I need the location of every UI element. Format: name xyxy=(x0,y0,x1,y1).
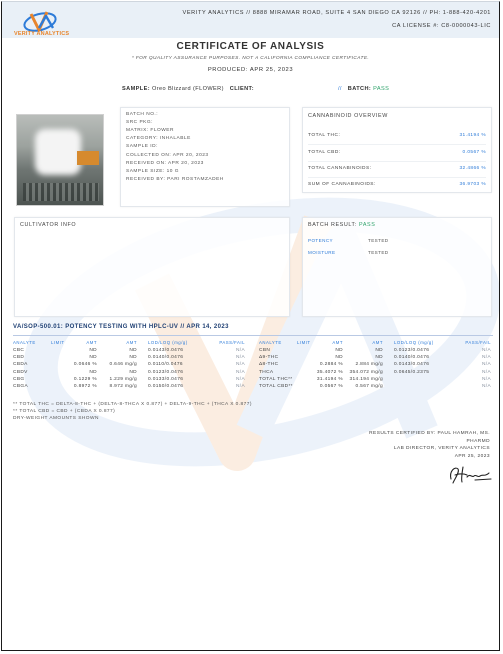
table-cell: N/A xyxy=(481,348,491,353)
column-header: LOD/LOQ (mg/g) xyxy=(394,340,434,345)
table-cell: 31.4194 % xyxy=(316,376,343,382)
column-header: ANALYTE xyxy=(259,340,282,345)
note-dry-weight: DRY-WEIGHT AMOUNTS SHOWN xyxy=(13,416,99,421)
column-header: PASS/FAIL xyxy=(465,340,491,345)
table-cell: 0.0123/0.0476 xyxy=(148,369,184,375)
cultivator-heading: CULTIVATOR INFO xyxy=(20,222,77,228)
total-cannabinoids-value: 32.4866 % xyxy=(459,166,486,171)
analyte-name: CBN xyxy=(259,348,271,353)
table-cell: 0.1229 % xyxy=(73,376,97,382)
matrix: MATRIX: FLOWER xyxy=(126,128,174,133)
analyte-name: CBG xyxy=(13,376,25,382)
table-cell: 0.0143/0.0476 xyxy=(394,362,430,368)
signature xyxy=(445,463,493,485)
lab-address: VERITY ANALYTICS // 8888 MIRAMAR ROAD, SUITE 4 SAN DIEGO CA 92126 // PH: 1-888-420-4201 xyxy=(182,10,491,16)
received-on: RECEIVED ON: APR 20, 2023 xyxy=(126,161,204,166)
analyte-name: TOTAL CBD** xyxy=(259,384,293,389)
total-thc-value: 31.4194 % xyxy=(459,133,486,138)
certified-by: RESULTS CERTIFIED BY: PAUL HAMRAH, MS. xyxy=(369,431,490,436)
client-label: CLIENT: xyxy=(229,86,254,92)
sample-summary-line xyxy=(122,86,389,92)
table-cell: ND xyxy=(375,348,383,353)
table-cell: ND xyxy=(129,348,137,353)
table-cell: 354.072 mg/g xyxy=(349,369,383,375)
table-cell: 0.0110/0.0476 xyxy=(148,362,183,368)
batch-status: PASS xyxy=(373,86,390,92)
table-cell: ND xyxy=(89,348,97,353)
batch-label: BATCH: xyxy=(347,86,372,92)
table-cell: N/A xyxy=(481,355,491,361)
table-cell: N/A xyxy=(235,376,245,382)
analyte-name: CBGA xyxy=(13,384,28,389)
cannabinoid-overview-heading: CANNABINOID OVERVIEW xyxy=(308,113,388,119)
table-cell: N/A xyxy=(235,348,245,353)
total-thc-label: TOTAL THC: xyxy=(308,133,341,138)
table-cell: 1.229 mg/g xyxy=(109,376,137,382)
separator: // xyxy=(337,86,342,92)
analyte-name: CBC xyxy=(13,348,25,353)
certification-date: APR 25, 2023 xyxy=(454,453,490,459)
potency-status: TESTED xyxy=(368,238,389,243)
certifier-credential: PHARMD xyxy=(466,438,490,444)
table-cell: 0.0150/0.0476 xyxy=(148,384,184,389)
column-header: LIMIT xyxy=(51,340,65,345)
produced-date: PRODUCED: APR 25, 2023 xyxy=(207,67,294,73)
batch-no: BATCH NO.: xyxy=(126,112,159,117)
table-cell: 0.0140/0.0476 xyxy=(394,355,430,361)
table-cell: N/A xyxy=(481,369,491,375)
document-subtitle: * FOR QUALITY ASSURANCE PURPOSES. NOT A CALIFORNIA COMPLIANCE CERTIFICATE. xyxy=(131,56,370,61)
column-header: AMT xyxy=(332,340,343,345)
cultivator-info-card xyxy=(14,217,290,317)
column-header: AMT xyxy=(372,340,383,345)
sample-size: SAMPLE SIZE: 10 G xyxy=(126,169,180,174)
table-cell: N/A xyxy=(481,376,491,382)
cannabinoid-overview-card xyxy=(302,107,492,193)
table-cell: ND xyxy=(89,355,97,361)
sum-cannabinoids-value: 36.9703 % xyxy=(459,182,486,187)
analyte-name: Δ8-THC xyxy=(259,362,279,368)
received-by: RECEIVED BY: PARI ROSTAMZADEH xyxy=(126,177,224,182)
batch-result-card xyxy=(302,217,492,317)
sample-id: SAMPLE ID: xyxy=(126,144,158,149)
table-cell: 0.0645/0.2375 xyxy=(394,369,430,375)
src-pkg: SRC PKG: xyxy=(126,120,153,125)
table-cell: N/A xyxy=(481,362,491,368)
table-cell: 0.2884 % xyxy=(319,362,343,368)
table-cell: N/A xyxy=(235,384,245,389)
sample-photo xyxy=(16,114,104,206)
potency-table-left xyxy=(13,340,249,396)
table-cell: 0.8972 % xyxy=(73,384,97,389)
formula-notes xyxy=(13,401,252,422)
document-title: CERTIFICATE OF ANALYSIS xyxy=(176,41,325,52)
certificate-page xyxy=(1,1,500,651)
table-cell: N/A xyxy=(235,369,245,375)
table-cell: 0.0143/0.0476 xyxy=(148,348,184,353)
potency-table-right xyxy=(259,340,495,396)
column-header: LIMIT xyxy=(297,340,311,345)
table-cell: 0.0123/0.0476 xyxy=(394,348,430,353)
table-cell: 35.4072 % xyxy=(316,369,343,375)
total-cannabinoids-label: TOTAL CANNABINOIDS: xyxy=(308,166,372,171)
license-number: CA LICENSE #: C8-0000043-LIC xyxy=(392,23,491,29)
collected-on: COLLECTED ON: APR 20, 2023 xyxy=(126,153,209,158)
total-cbd-label: TOTAL CBD: xyxy=(308,150,341,155)
batch-info-card xyxy=(120,107,290,207)
analyte-name: THCA xyxy=(259,369,274,375)
sample-value: Oreo Blizzard (FLOWER) xyxy=(151,86,224,92)
logo-text: VERITY ANALYTICS xyxy=(14,31,70,37)
table-cell: 0.0133/0.0476 xyxy=(148,376,184,382)
analyte-name: CBD xyxy=(13,355,25,361)
table-cell: ND xyxy=(335,355,343,361)
table-cell: ND xyxy=(375,355,383,361)
table-cell: 0.0140/0.0476 xyxy=(148,355,184,361)
table-cell: 0.0646 % xyxy=(73,362,97,368)
analyte-name: CBDA xyxy=(13,362,28,368)
table-cell: N/A xyxy=(235,355,245,361)
sum-cannabinoids-label: SUM OF CANNABINOIDS: xyxy=(308,182,376,187)
sample-label: SAMPLE: xyxy=(122,86,150,92)
batch-result-heading: BATCH RESULT: PASS xyxy=(308,222,376,228)
note-total-thc: ** TOTAL THC = DELTA-8-THC + (DELTA-8-THCA X 0.877) + DELTA-9-THC + (THCA X 0.877) xyxy=(13,402,252,407)
potency-test-title: VA/SOP-500.01: POTENCY TESTING WITH HPLC-UV // APR 14, 2023 xyxy=(13,324,229,330)
analyte-name: CBDV xyxy=(13,369,28,375)
table-cell: 0.567 mg/g xyxy=(355,384,383,389)
batch-result-status: PASS xyxy=(359,222,376,228)
moisture-status: TESTED xyxy=(368,250,389,255)
certification-block xyxy=(369,430,490,460)
table-cell: 314.194 mg/g xyxy=(349,376,383,382)
table-cell: 2.884 mg/g xyxy=(355,362,383,368)
table-cell: ND xyxy=(335,348,343,353)
table-cell: 8.972 mg/g xyxy=(109,384,137,389)
column-header: AMT xyxy=(86,340,97,345)
moisture-label: MOISTURE xyxy=(308,250,336,255)
analyte-name: TOTAL THC** xyxy=(259,376,293,382)
table-cell: 0.646 mg/g xyxy=(109,362,137,368)
column-header: ANALYTE xyxy=(13,340,36,345)
table-cell: 0.0567 % xyxy=(319,384,343,389)
column-header: PASS/FAIL xyxy=(219,340,245,345)
divider xyxy=(13,335,493,336)
column-header: LOD/LOQ (mg/g) xyxy=(148,340,188,345)
analyte-name: Δ9-THC xyxy=(259,355,279,361)
note-total-cbd: ** TOTAL CBD = CBD + (CBDA X 0.877) xyxy=(13,409,116,414)
table-cell: N/A xyxy=(235,362,245,368)
table-cell: ND xyxy=(129,369,137,375)
certifier-title: LAB DIRECTOR, VERITY ANALYTICS xyxy=(393,446,490,452)
total-cbd-value: 0.0567 % xyxy=(462,150,486,155)
category: CATEGORY: INHALABLE xyxy=(126,136,191,141)
table-cell: N/A xyxy=(481,384,491,389)
table-cell: ND xyxy=(129,355,137,361)
potency-label: POTENCY xyxy=(308,238,334,243)
column-header: AMT xyxy=(126,340,137,345)
table-cell: ND xyxy=(89,369,97,375)
